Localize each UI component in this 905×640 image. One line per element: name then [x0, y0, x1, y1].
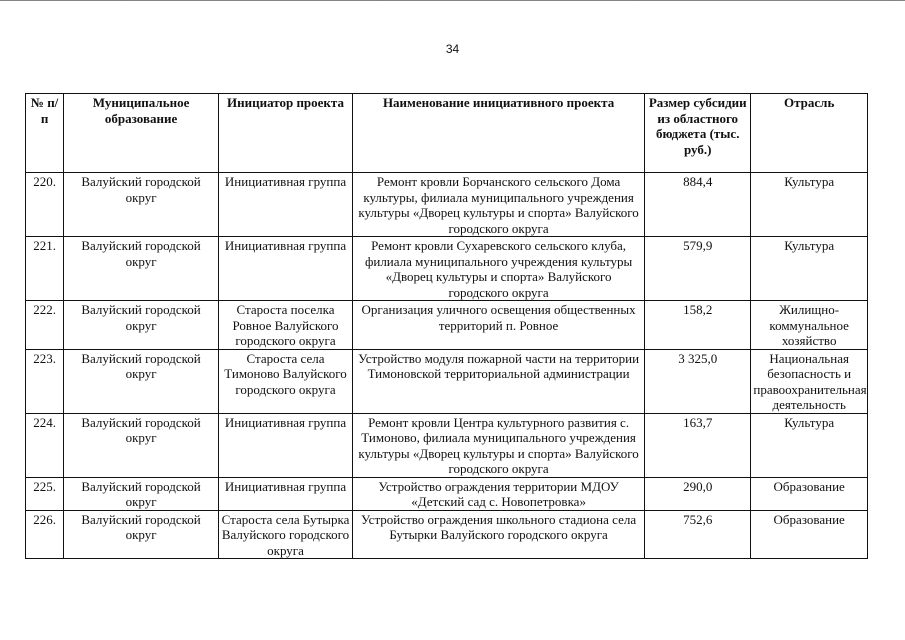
cell-subsidy: 752,6 [645, 510, 751, 559]
scan-top-edge [0, 0, 905, 3]
cell-project: Ремонт кровли Центра культурного развития с. Тимоново, филиала муниципального учреждения культуры «Дворец культуры и спорта» Валуйского городского округа [353, 413, 645, 477]
header-project: Наименование инициативного проекта [353, 94, 645, 173]
cell-subsidy: 579,9 [645, 237, 751, 301]
cell-num: 224. [26, 413, 64, 477]
cell-industry: Образование [751, 477, 868, 510]
header-municipality: Муниципальное образование [64, 94, 219, 173]
cell-municipality: Валуйский городской округ [64, 510, 219, 559]
header-industry: Отрасль [751, 94, 868, 173]
cell-municipality: Валуйский городской округ [64, 477, 219, 510]
cell-num: 222. [26, 301, 64, 350]
cell-num: 225. [26, 477, 64, 510]
cell-industry: Национальная безопасность и правоохранительная деятельность [751, 349, 868, 413]
cell-initiator: Инициативная группа [218, 237, 352, 301]
cell-subsidy: 884,4 [645, 173, 751, 237]
cell-industry: Культура [751, 413, 868, 477]
cell-initiator: Инициативная группа [218, 477, 352, 510]
cell-subsidy: 158,2 [645, 301, 751, 350]
cell-subsidy: 163,7 [645, 413, 751, 477]
cell-industry: Образование [751, 510, 868, 559]
cell-municipality: Валуйский городской округ [64, 301, 219, 350]
cell-initiator: Староста села Тимоново Валуйского городского округа [218, 349, 352, 413]
cell-initiator: Инициативная группа [218, 413, 352, 477]
header-subsidy: Размер субсидии из областного бюджета (тыс. руб.) [645, 94, 751, 173]
header-num: № п/п [26, 94, 64, 173]
table-row [26, 301, 868, 350]
cell-municipality: Валуйский городской округ [64, 237, 219, 301]
cell-num: 220. [26, 173, 64, 237]
cell-project: Устройство ограждения территории МДОУ «Детский сад с. Новопетровка» [353, 477, 645, 510]
cell-initiator: Инициативная группа [218, 173, 352, 237]
subsidy-table [25, 93, 868, 559]
cell-industry: Жилищно-коммунальное хозяйство [751, 301, 868, 350]
table-row [26, 413, 868, 477]
cell-project: Ремонт кровли Сухаревского сельского клуба, филиала муниципального учреждения культуры «Дворец культуры и спорта» Валуйского городского округа [353, 237, 645, 301]
cell-industry: Культура [751, 173, 868, 237]
cell-municipality: Валуйский городской округ [64, 173, 219, 237]
cell-subsidy: 3 325,0 [645, 349, 751, 413]
cell-project: Устройство ограждения школьного стадиона села Бутырки Валуйского городского округа [353, 510, 645, 559]
table-row [26, 510, 868, 559]
cell-industry: Культура [751, 237, 868, 301]
table-row [26, 173, 868, 237]
cell-project: Организация уличного освещения общественных территорий п. Ровное [353, 301, 645, 350]
table-row [26, 349, 868, 413]
cell-municipality: Валуйский городской округ [64, 349, 219, 413]
cell-num: 221. [26, 237, 64, 301]
table-row [26, 237, 868, 301]
cell-subsidy: 290,0 [645, 477, 751, 510]
table-row [26, 477, 868, 510]
page-number: 34 [445, 42, 460, 56]
header-initiator: Инициатор проекта [218, 94, 352, 173]
cell-num: 223. [26, 349, 64, 413]
cell-project: Ремонт кровли Борчанского сельского Дома культуры, филиала муниципального учреждения культуры «Дворец культуры и спорта» Валуйского городского округа [353, 173, 645, 237]
cell-initiator: Староста поселка Ровное Валуйского городского округа [218, 301, 352, 350]
cell-municipality: Валуйский городской округ [64, 413, 219, 477]
cell-initiator: Староста села Бутырка Валуйского городского округа [218, 510, 352, 559]
table-header-row [26, 94, 868, 173]
cell-project: Устройство модуля пожарной части на территории Тимоновской территориальной администрации [353, 349, 645, 413]
cell-num: 226. [26, 510, 64, 559]
